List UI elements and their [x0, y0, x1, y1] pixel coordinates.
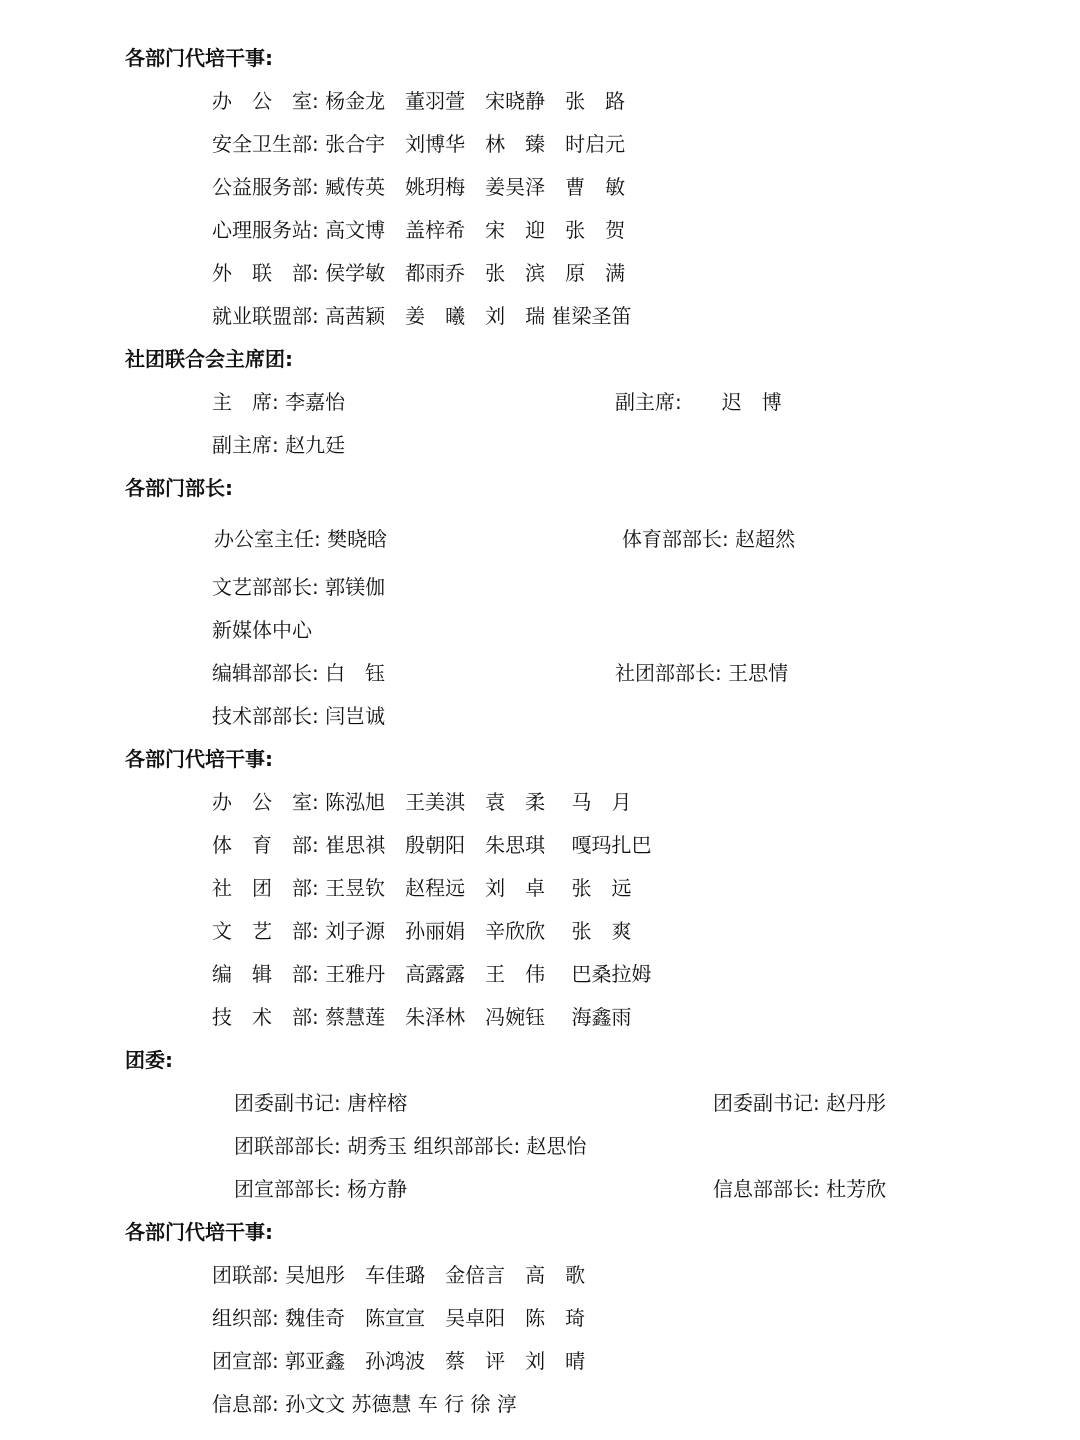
roster-line: 体育部部长: 赵超然	[622, 527, 796, 551]
section-heading: 各部门代培干事:	[125, 747, 273, 771]
roster-line: 编辑部部长: 白 钰	[212, 661, 386, 685]
roster-line: 编 辑 部: 王雅丹 高露露 王 伟 巴桑拉姆	[212, 962, 652, 986]
roster-line: 办 公 室: 杨金龙 董羽萱 宋晓静 张 路	[212, 89, 626, 113]
roster-line: 团委副书记: 唐梓榕	[234, 1091, 408, 1115]
section-heading: 各部门代培干事:	[125, 1220, 273, 1244]
roster-line: 技术部部长: 闫岂诚	[212, 704, 386, 728]
roster-line: 团宣部: 郭亚鑫 孙鸿波 蔡 评 刘 晴	[212, 1349, 586, 1373]
roster-line: 新媒体中心	[212, 618, 312, 642]
roster-line: 文艺部部长: 郭镁伽	[212, 575, 386, 599]
roster-line: 办公室主任: 樊晓晗	[214, 527, 388, 551]
roster-line: 公益服务部: 臧传英 姚玥梅 姜昊泽 曹 敏	[212, 175, 626, 199]
roster-line: 就业联盟部: 高茜颖 姜 曦 刘 瑞 崔梁圣笛	[212, 304, 632, 328]
roster-line: 团委副书记: 赵丹彤	[713, 1091, 887, 1115]
roster-line: 副主席: 迟 博	[615, 390, 782, 414]
roster-line: 信息部部长: 杜芳欣	[713, 1177, 887, 1201]
roster-line: 安全卫生部: 张合宇 刘博华 林 臻 时启元	[212, 132, 626, 156]
roster-line: 主 席: 李嘉怡	[212, 390, 346, 414]
roster-line: 心理服务站: 高文博 盖梓希 宋 迎 张 贺	[212, 218, 626, 242]
roster-line: 团宣部部长: 杨方静	[234, 1177, 408, 1201]
roster-line: 外 联 部: 侯学敏 都雨乔 张 滨 原 满	[212, 261, 626, 285]
roster-line: 社 团 部: 王昱钦 赵程远 刘 卓 张 远	[212, 876, 632, 900]
section-heading: 各部门代培干事:	[125, 46, 273, 70]
section-heading: 团委:	[125, 1048, 173, 1072]
roster-line: 技 术 部: 蔡慧莲 朱泽林 冯婉钰 海鑫雨	[212, 1005, 632, 1029]
roster-line: 办 公 室: 陈泓旭 王美淇 袁 柔 马 月	[212, 790, 632, 814]
roster-line: 社团部部长: 王思情	[615, 661, 789, 685]
section-heading: 各部门部长:	[125, 476, 233, 500]
roster-line: 文 艺 部: 刘子源 孙丽娟 辛欣欣 张 爽	[212, 919, 632, 943]
roster-line: 副主席: 赵九廷	[212, 433, 346, 457]
roster-line: 组织部: 魏佳奇 陈宣宣 吴卓阳 陈 琦	[212, 1306, 586, 1330]
roster-line: 团联部: 吴旭彤 车佳璐 金倍言 高 歌	[212, 1263, 586, 1287]
roster-line: 信息部: 孙文文 苏德慧 车 行 徐 淳	[212, 1392, 517, 1416]
roster-line: 团联部部长: 胡秀玉 组织部部长: 赵思怡	[234, 1134, 587, 1158]
section-heading: 社团联合会主席团:	[125, 347, 293, 371]
roster-line: 体 育 部: 崔思祺 殷朝阳 朱思琪 嘎玛扎巴	[212, 833, 652, 857]
